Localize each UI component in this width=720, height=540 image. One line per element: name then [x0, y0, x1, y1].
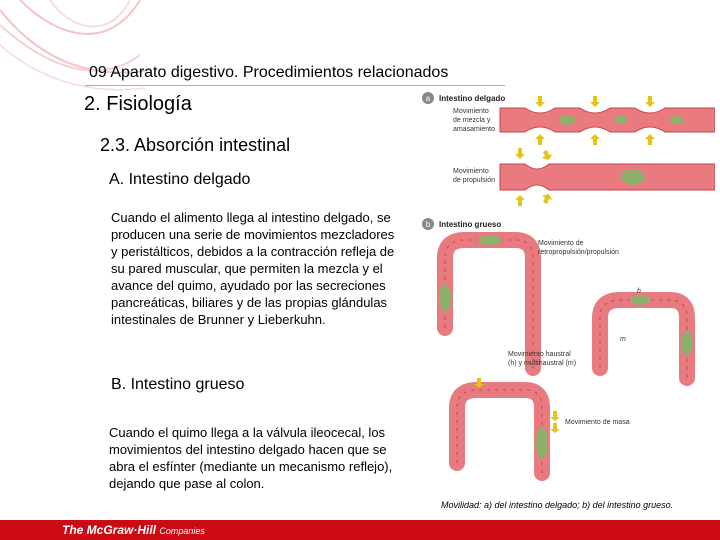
bolus — [621, 169, 645, 185]
haustral-label-2: (h) y multihaustral (m) — [508, 360, 577, 367]
large-intestine-diagram-2 — [600, 300, 687, 378]
section-title: 2. Fisiología — [84, 93, 192, 115]
mark-h: h — [637, 288, 641, 295]
small-intestine-propulsion — [500, 164, 715, 190]
panel-a-title: Intestino delgado — [439, 94, 506, 103]
large-intestine-diagram-3 — [457, 390, 542, 473]
intestinal-motility-figure — [415, 88, 715, 498]
heading-large-intestine: B. Intestino grueso — [111, 376, 245, 393]
retro-label-2: retropropulsión/propulsión — [538, 249, 619, 256]
title-underline — [85, 85, 505, 86]
prop-label-1: Movimiento — [453, 168, 489, 175]
haustral-label-1: Movimiento haustral — [508, 351, 571, 358]
panel-b-title: Intestino grueso — [439, 220, 502, 229]
figure-caption: Movilidad: a) del intestino delgado; b) del intestino grueso. — [441, 500, 674, 510]
heading-small-intestine: A. Intestino delgado — [109, 171, 251, 188]
bolus — [681, 331, 693, 355]
bolus — [536, 427, 548, 459]
bolus — [439, 284, 451, 312]
subsection-title: 2.3. Absorción intestinal — [100, 135, 291, 155]
panel-b-letter: b — [425, 220, 431, 229]
bolus — [559, 115, 575, 125]
prop-label-2: de propulsión — [453, 177, 496, 184]
large-intestine-diagram-1 — [445, 240, 533, 368]
logo-main: The McGraw·Hill — [62, 523, 157, 537]
retro-label-1: Movimiento de — [538, 240, 584, 247]
bolus — [670, 116, 684, 124]
chapter-title: 09 Aparato digestivo. Procedimientos relacionados — [89, 64, 449, 81]
panel-a-letter: a — [425, 94, 431, 103]
mark-m: m — [620, 336, 626, 343]
mix-label-2: de mezcla y — [453, 117, 491, 124]
paragraph-large-intestine: Cuando el quimo llega a la válvula ileocecal, los movimientos del intestino delgado hacen que se abra el esfínter (mediante un mecanismo reflejo), dejando que pase al colon. — [109, 425, 393, 491]
bolus — [478, 235, 502, 245]
mix-label-3: amasamiento — [453, 126, 496, 133]
mass-label: Movimiento de masa — [565, 419, 630, 426]
mix-label-1: Movimiento — [453, 108, 489, 115]
bolus — [614, 116, 628, 124]
bolus — [630, 295, 650, 305]
publisher-logo — [62, 523, 205, 537]
logo-small: Companies — [159, 526, 205, 536]
paragraph-small-intestine: Cuando el alimento llega al intestino delgado, se producen una serie de movimientos mezcladores y peristálticos, debidos a la contracción refleja de su pared muscular, que permiten la mezcla y el avance del quimo, ayudado por las secreciones pancreáticas, biliares y de las propias glándulas intestinales de Brunner y Lieberkuhn. — [111, 210, 395, 327]
